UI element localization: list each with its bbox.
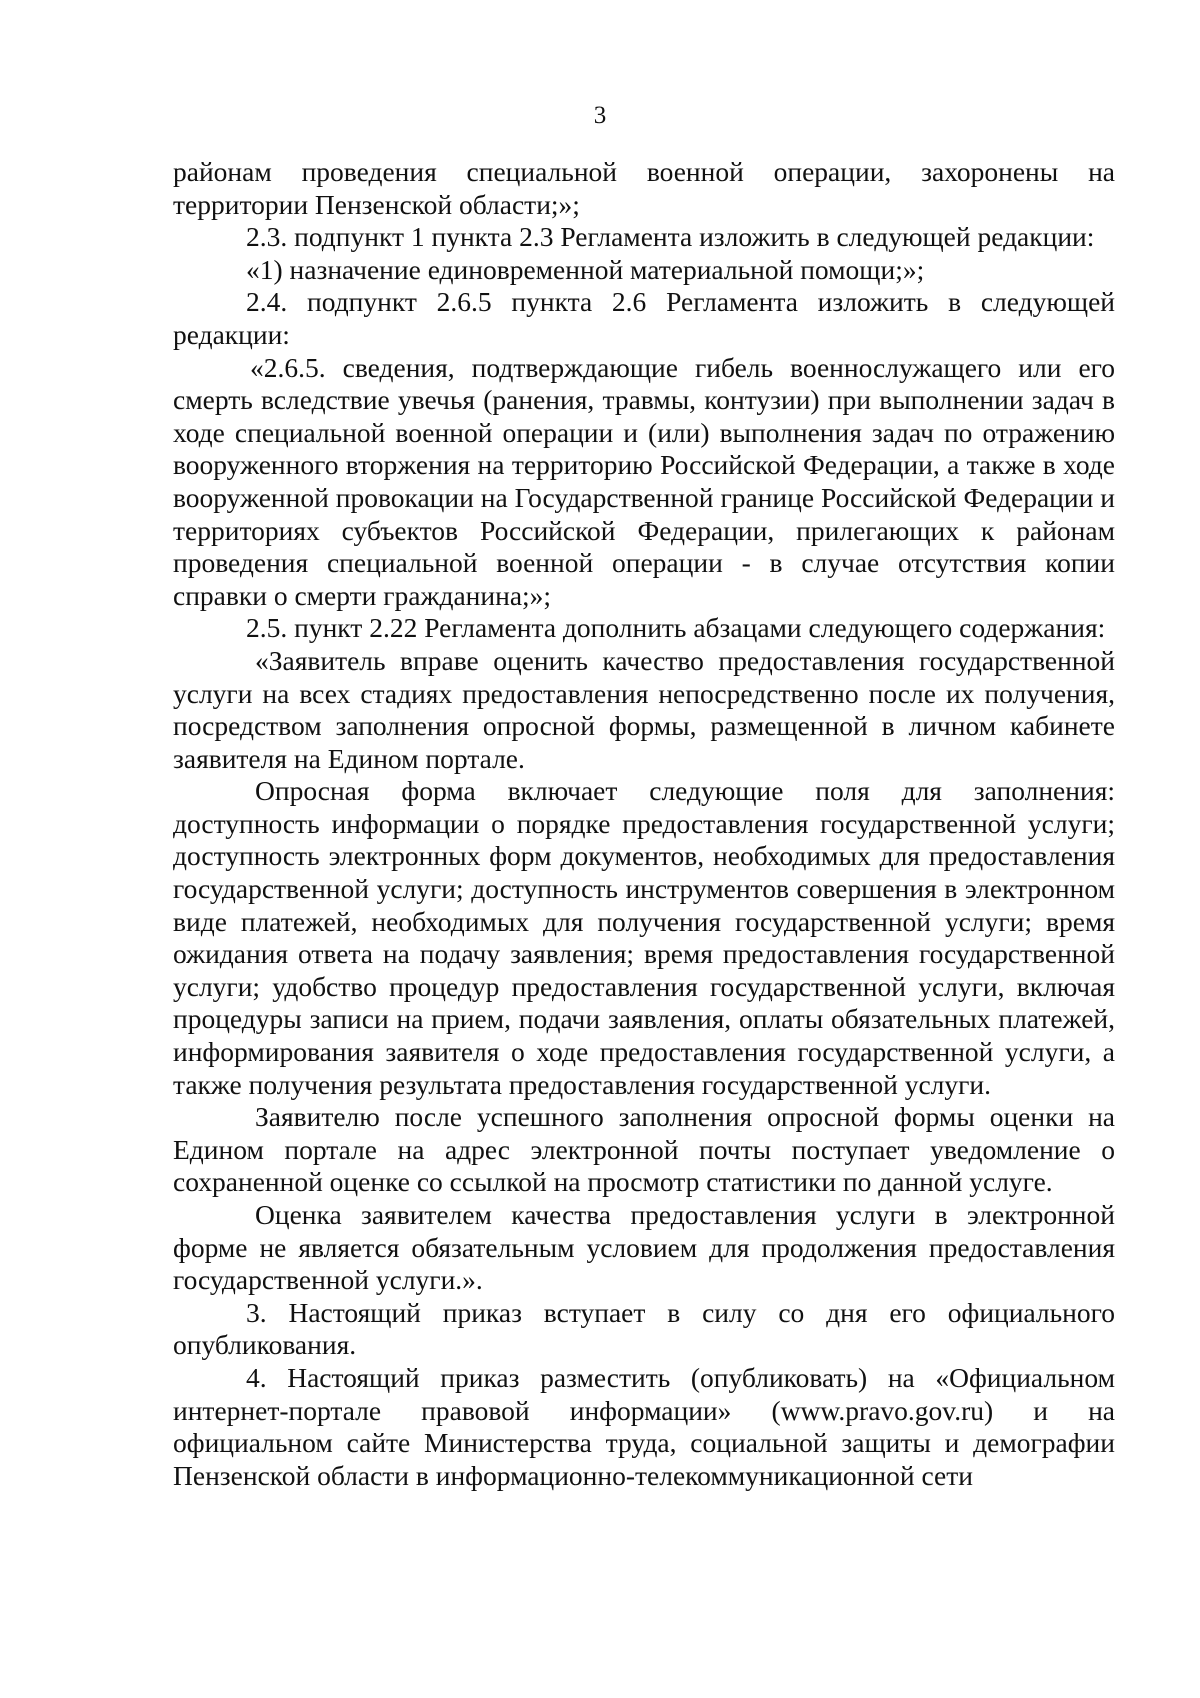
paragraph-2-5: 2.5. пункт 2.22 Регламента дополнить абзацами следующего содержания: [246, 612, 1106, 644]
paragraph-survey-form: Опросная форма включает следующие поля для заполнения: доступность информации о порядке предоставления государственной услуги; доступность электронных форм документов, необходимых для предоставления государственной услуги; доступность инструментов совершения в электронном виде платежей, необходимых для получения государственной услуги; время ожидания ответа на подачу заявления; время предоставления государственной услуги; удобство процедур предоставления государственной услуги, включая процедуры записи на прием, подачи заявления, оплаты обязательных платежей, информирования заявителя о ходе предоставления государственной услуги, а также получения результата предоставления государственной услуги. [173, 775, 1115, 1100]
paragraph-notification: Заявителю после успешного заполнения опросной формы оценки на Едином портале на адрес электронной почты поступает уведомление о сохраненной оценке со ссылкой на просмотр статистики по данной услуге. [173, 1101, 1115, 1198]
document-body [173, 156, 1115, 1492]
page-number: 3 [593, 102, 607, 129]
paragraph-2-4: 2.4. подпункт 2.6.5 пункта 2.6 Регламента изложить в следующей редакции: [173, 286, 1115, 350]
paragraph-2-3-text: «1) назначение единовременной материальной помощи;»; [246, 253, 925, 285]
paragraph-4-publication: 4. Настоящий приказ разместить (опубликовать) на «Официальном интернет-портале правовой информации» (www.pravo.gov.ru) и на официальном сайте Министерства труда, социальной защиты и демографии Пензенской области в информационно-телекоммуникационной сети [173, 1361, 1115, 1491]
paragraph-2-3: 2.3. подпункт 1 пункта 2.3 Регламента изложить в следующей редакции: [246, 221, 1095, 253]
paragraph-continuation: районам проведения специальной военной операции, захоронены на территории Пензенской области;»; [173, 156, 1115, 220]
paragraph-applicant-rating: «Заявитель вправе оценить качество предоставления государственной услуги на всех стадиях предоставления непосредственно после их получения, посредством заполнения опросной формы, размещенной в личном кабинете заявителя на Едином портале. [173, 644, 1115, 774]
paragraph-rating-optional: Оценка заявителем качества предоставления услуги в электронной форме не является обязательным условием для продолжения предоставления государственной услуги.». [173, 1199, 1115, 1296]
paragraph-2-6-5-text: «2.6.5. сведения, подтверждающие гибель военнослужащего или его смерть вследствие увечья (ранения, травмы, контузии) при выполнении задач в ходе специальной военной операции и (или) выполнения задач по отражению вооруженного вторжения на территорию Российской Федерации, а также в ходе вооруженной провокации на Государственной границе Российской Федерации и территориях субъектов Российской Федерации, прилегающих к районам проведения специальной военной операции - в случае отсутствия копии справки о смерти гражданина;»; [173, 351, 1115, 611]
paragraph-3-effective: 3. Настоящий приказ вступает в силу со дня его официального опубликования. [173, 1296, 1115, 1361]
